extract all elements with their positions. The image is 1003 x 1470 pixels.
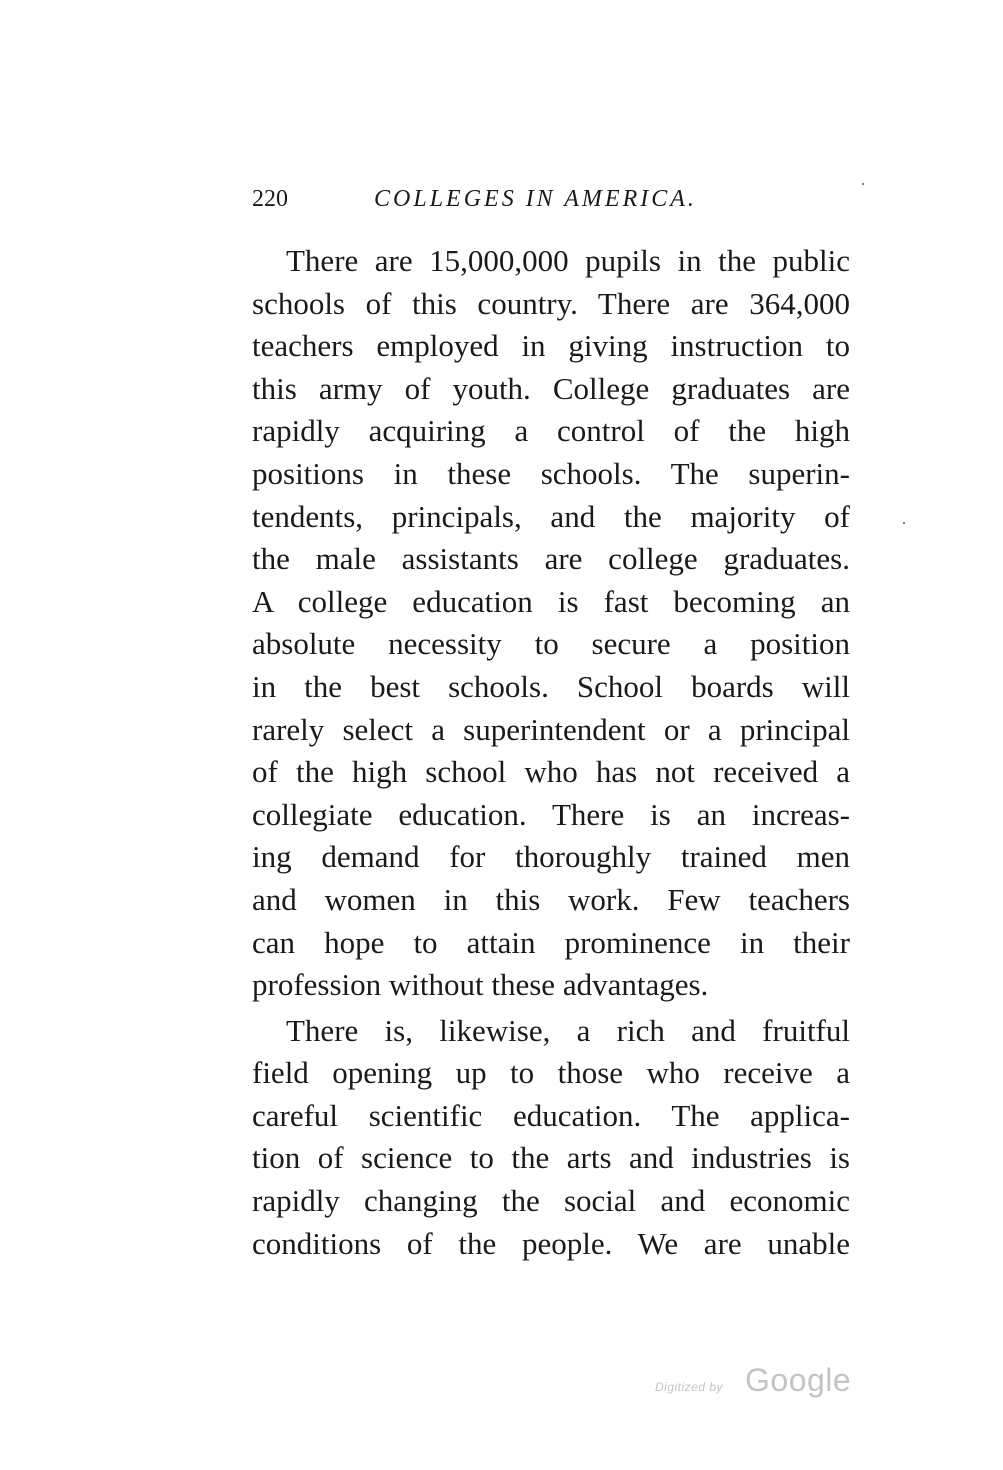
text-line: There are 15,000,000 pupils in the public	[286, 243, 850, 278]
running-head-title: COLLEGES IN AMERICA.	[374, 186, 697, 212]
text-line: in the best schools. School boards will	[252, 668, 850, 704]
text-line: this army of youth. College graduates are	[252, 370, 850, 406]
text-line: There is, likewise, a rich and fruitful	[286, 1012, 850, 1048]
text-line: absolute necessity to secure a position	[252, 626, 850, 662]
paragraph-1	[252, 240, 850, 1007]
text-line: A college education is fast becoming an	[252, 583, 850, 619]
text-line: rapidly acquiring a control of the high	[252, 413, 850, 449]
digitized-watermark	[655, 1362, 865, 1402]
text-line: careful scientific education. The applica-	[252, 1097, 850, 1133]
text-line: can hope to attain prominence in their	[252, 924, 850, 960]
scan-speck	[862, 183, 864, 185]
watermark-brand: Google	[745, 1362, 852, 1398]
text-line: schools of this country. There are 364,000	[252, 285, 850, 321]
text-line: teachers employed in giving instruction to	[252, 328, 850, 364]
text-line: of the high school who has not received a	[252, 754, 850, 790]
text-line: field opening up to those who receive a	[252, 1055, 850, 1091]
text-line: profession without these advantages.	[252, 967, 709, 1003]
text-line: ing demand for thoroughly trained men	[252, 839, 850, 875]
text-line: positions in these schools. The superin-	[252, 455, 850, 491]
running-header	[252, 186, 852, 222]
paragraph-2	[252, 1010, 850, 1266]
page-number: 220	[252, 186, 288, 212]
text-line: collegiate education. There is an increas-	[252, 796, 850, 832]
text-line: tendents, principals, and the majority of	[252, 498, 850, 534]
page-body	[252, 240, 850, 1265]
text-line: and women in this work. Few teachers	[252, 881, 850, 917]
text-line: the male assistants are college graduates.	[252, 541, 850, 577]
text-line: tion of science to the arts and industries is	[252, 1140, 850, 1176]
text-line: conditions of the people. We are unable	[252, 1225, 850, 1261]
scan-speck	[903, 522, 905, 524]
watermark-prefix: Digitized by	[655, 1380, 724, 1394]
text-line: rapidly changing the social and economic	[252, 1183, 850, 1219]
text-line: rarely select a superintendent or a principal	[252, 711, 850, 747]
